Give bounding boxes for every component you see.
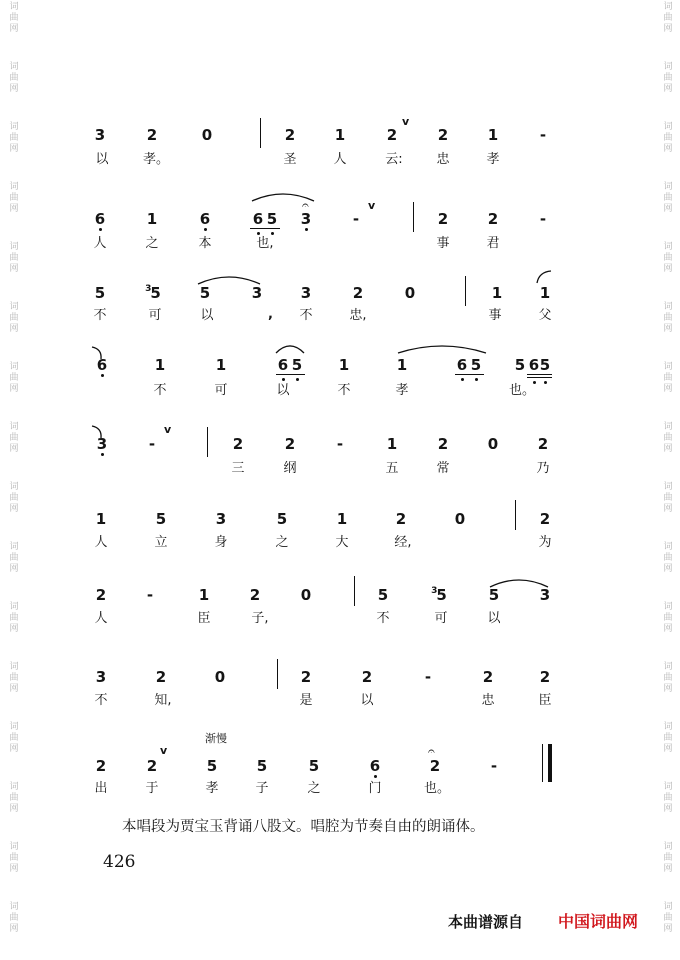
low-octave-dot	[101, 453, 104, 456]
note: 1	[336, 510, 348, 528]
lyric: 以	[200, 308, 214, 323]
dash: -	[146, 586, 154, 604]
lyric: 云:	[385, 152, 403, 167]
note: 2	[146, 757, 158, 775]
lyric: 不	[376, 611, 390, 626]
comma-mark: ,	[268, 307, 273, 322]
lyric: 人	[93, 236, 107, 251]
dash: -	[352, 210, 360, 228]
note: 6	[96, 356, 108, 374]
lyric: 三	[231, 461, 245, 476]
note: 5	[256, 757, 268, 775]
lyric: 门	[368, 781, 382, 796]
watermark-text: 词 曲 网	[9, 662, 19, 694]
note: 2	[300, 668, 312, 686]
watermark-text: 词 曲 网	[663, 2, 673, 34]
note: 3	[95, 668, 107, 686]
lyric: 之	[307, 781, 321, 796]
low-octave-dot	[101, 374, 104, 377]
note: 1	[95, 510, 107, 528]
barline	[277, 659, 278, 689]
note: 6	[456, 356, 468, 374]
note: 1	[146, 210, 158, 228]
lyric: 身	[214, 535, 228, 550]
watermark-text: 词 曲 网	[663, 662, 673, 694]
note: 6	[369, 757, 381, 775]
lyric: 君	[486, 236, 500, 251]
lyric: 于	[145, 781, 159, 796]
breath-mark: v	[402, 115, 410, 128]
watermark-text: 词 曲 网	[663, 842, 673, 874]
note: 2	[537, 435, 549, 453]
low-octave-dot	[544, 381, 547, 384]
low-octave-dot	[296, 378, 299, 381]
lyric: 不	[337, 383, 351, 398]
barline	[207, 427, 208, 457]
low-octave-dot	[257, 232, 260, 235]
final-barline-thick	[548, 744, 552, 782]
lyric: 人	[94, 535, 108, 550]
note: 6	[94, 210, 106, 228]
slur	[396, 342, 488, 354]
lyric: 圣	[283, 152, 297, 167]
note: 1	[386, 435, 398, 453]
lyric: 本	[198, 236, 212, 251]
low-octave-dot	[374, 775, 377, 778]
dash: -	[424, 668, 432, 686]
dash: -	[490, 757, 498, 775]
lyric: 孝	[486, 152, 500, 167]
note: 2	[487, 210, 499, 228]
low-octave-dot	[99, 228, 102, 231]
watermark-text: 词 曲 网	[663, 542, 673, 574]
note: 2	[284, 126, 296, 144]
note: 5	[470, 356, 482, 374]
note: 2	[539, 668, 551, 686]
lyric: 事	[436, 236, 450, 251]
watermark-text: 词 曲 网	[9, 422, 19, 454]
low-octave-dot	[461, 378, 464, 381]
lyric: 人	[333, 152, 347, 167]
lyric: 以	[276, 383, 290, 398]
grace-note: 3	[145, 284, 152, 294]
footnote: 本唱段为贾宝玉背诵八股文。唱腔为节奏自由的朗诵体。	[122, 819, 485, 835]
lyric: 是	[299, 693, 313, 708]
lyric: 不	[299, 308, 313, 323]
dash: -	[539, 126, 547, 144]
lyric: 忠	[481, 693, 495, 708]
watermark-text: 词 曲 网	[9, 182, 19, 214]
dash: -	[336, 435, 344, 453]
tempo-marking: 渐慢	[205, 732, 227, 745]
source-site-link[interactable]: 中国词曲网	[558, 912, 639, 931]
watermark-text: 词 曲 网	[9, 482, 19, 514]
note: 1	[198, 586, 210, 604]
note-with-grace: $^3$5	[431, 586, 447, 604]
watermark-text: 词 曲 网	[9, 242, 19, 274]
lyric: 以	[360, 693, 374, 708]
lyric: 人	[94, 611, 108, 626]
lyric: 也。	[423, 781, 451, 796]
low-octave-dot	[475, 378, 478, 381]
watermark-text: 词 曲 网	[663, 902, 673, 934]
note: 6	[528, 356, 540, 374]
note: 1	[396, 356, 408, 374]
note: 2	[395, 510, 407, 528]
barline	[413, 202, 414, 232]
note: 5	[266, 210, 278, 228]
note: 1	[215, 356, 227, 374]
lyric: 纲	[283, 461, 297, 476]
lyric: 可	[148, 308, 162, 323]
lyric: 也。	[508, 383, 536, 398]
grace-note: 3	[431, 586, 438, 596]
note: 0	[487, 435, 499, 453]
note: 3	[215, 510, 227, 528]
lyric: 之	[275, 535, 289, 550]
lyric: 可	[434, 611, 448, 626]
underline-beam	[527, 374, 552, 375]
lyric: 不	[94, 693, 108, 708]
watermark-text: 词 曲 网	[9, 842, 19, 874]
lyric: 经,	[394, 535, 412, 550]
page-number: 426	[103, 852, 136, 872]
watermark-text: 词 曲 网	[663, 302, 673, 334]
note: 5	[514, 356, 526, 374]
lyric: 立	[154, 535, 168, 550]
note: 2	[539, 510, 551, 528]
watermark-text: 词 曲 网	[9, 302, 19, 334]
note: 5	[199, 284, 211, 302]
lyric: 为	[538, 535, 552, 550]
barline	[260, 118, 261, 148]
note: 3	[251, 284, 263, 302]
low-octave-dot	[271, 232, 274, 235]
lyric: 臣	[538, 693, 552, 708]
watermark-text: 词 曲 网	[663, 62, 673, 94]
dash: -	[539, 210, 547, 228]
underline-beam	[455, 374, 484, 375]
lyric: 以	[487, 611, 501, 626]
note: 2	[482, 668, 494, 686]
dash: -	[148, 435, 156, 453]
lyric: 不	[93, 308, 107, 323]
note: 2	[437, 126, 449, 144]
watermark-text: 词 曲 网	[663, 242, 673, 274]
note-with-grace: $^3$5	[145, 284, 161, 302]
note: 5	[377, 586, 389, 604]
note: 0	[404, 284, 416, 302]
note: 2	[284, 435, 296, 453]
watermark-text: 词 曲 网	[663, 782, 673, 814]
underline-beam	[276, 374, 305, 375]
fermata: 𝄐	[302, 198, 309, 212]
note: 2	[95, 757, 107, 775]
lyric: 孝	[395, 383, 409, 398]
lyric: 孝。	[142, 152, 170, 167]
watermark-text: 词 曲 网	[663, 422, 673, 454]
note: 2	[95, 586, 107, 604]
barline	[465, 276, 466, 306]
underline-beam	[527, 377, 552, 378]
note: 3	[94, 126, 106, 144]
lyric: 臣	[197, 611, 211, 626]
lyric: 乃	[536, 461, 550, 476]
note: 2	[146, 126, 158, 144]
lyric: 大	[335, 535, 349, 550]
watermark-text: 词 曲 网	[9, 62, 19, 94]
note: 5	[206, 757, 218, 775]
watermark-text: 词 曲 网	[9, 2, 19, 34]
note: 5	[155, 510, 167, 528]
low-octave-dot	[282, 378, 285, 381]
lyric: 以	[95, 152, 109, 167]
note: 0	[300, 586, 312, 604]
fermata: 𝄐	[428, 744, 435, 758]
note: 2	[249, 586, 261, 604]
lyric: 出	[94, 781, 108, 796]
lyric: 知,	[154, 693, 172, 708]
watermark-text: 词 曲 网	[9, 902, 19, 934]
watermark-text: 词 曲 网	[9, 602, 19, 634]
low-octave-dot	[204, 228, 207, 231]
lyric: 也,	[256, 236, 274, 251]
note: 2	[437, 435, 449, 453]
note: 3	[96, 435, 108, 453]
lyric: 不	[153, 383, 167, 398]
final-barline-thin	[542, 744, 543, 782]
lyric: 子,	[251, 611, 269, 626]
breath-mark: v	[368, 199, 376, 212]
barline	[354, 576, 355, 606]
note: 6	[252, 210, 264, 228]
source-prefix: 本曲谱源自	[448, 913, 524, 931]
note: 1	[487, 126, 499, 144]
note: 5	[308, 757, 320, 775]
slur	[274, 342, 306, 354]
lyric: 常	[436, 461, 450, 476]
note: 1	[338, 356, 350, 374]
note: 6	[199, 210, 211, 228]
slur	[535, 270, 553, 284]
lyric: 五	[385, 461, 399, 476]
watermark-text: 词 曲 网	[9, 122, 19, 154]
note: 6	[277, 356, 289, 374]
watermark-text: 词 曲 网	[9, 542, 19, 574]
note: 1	[539, 284, 551, 302]
lyric: 之	[145, 236, 159, 251]
note: 3	[539, 586, 551, 604]
watermark-text: 词 曲 网	[663, 482, 673, 514]
barline	[515, 500, 516, 530]
watermark-text: 词 曲 网	[9, 362, 19, 394]
breath-mark: v	[164, 423, 172, 436]
note: 0	[214, 668, 226, 686]
note: 2	[352, 284, 364, 302]
note: 2	[232, 435, 244, 453]
note: 2	[429, 757, 441, 775]
watermark-text: 词 曲 网	[9, 722, 19, 754]
low-octave-dot	[305, 228, 308, 231]
watermark-text: 词 曲 网	[663, 122, 673, 154]
note: 2	[155, 668, 167, 686]
note: 3	[300, 284, 312, 302]
lyric: 事	[488, 308, 502, 323]
lyric: 子	[255, 781, 269, 796]
note: 5	[94, 284, 106, 302]
note: 2	[361, 668, 373, 686]
lyric: 孝	[205, 781, 219, 796]
underline-beam	[250, 228, 280, 229]
watermark-text: 词 曲 网	[9, 782, 19, 814]
note: 0	[454, 510, 466, 528]
note: 5	[488, 586, 500, 604]
lyric: 父	[538, 308, 552, 323]
watermark-text: 词 曲 网	[663, 602, 673, 634]
lyric: 忠,	[349, 308, 367, 323]
note: 1	[334, 126, 346, 144]
note: 5	[276, 510, 288, 528]
note: 5	[291, 356, 303, 374]
note: 3	[300, 210, 312, 228]
watermark-text: 词 曲 网	[663, 182, 673, 214]
note: 1	[154, 356, 166, 374]
breath-mark: v	[160, 744, 168, 757]
note: 2	[437, 210, 449, 228]
lyric: 忠	[436, 152, 450, 167]
note: 1	[491, 284, 503, 302]
note: 0	[201, 126, 213, 144]
note: 2	[386, 126, 398, 144]
lyric: 可	[214, 383, 228, 398]
note: 5	[539, 356, 551, 374]
watermark-text: 词 曲 网	[663, 362, 673, 394]
watermark-text: 词 曲 网	[663, 722, 673, 754]
